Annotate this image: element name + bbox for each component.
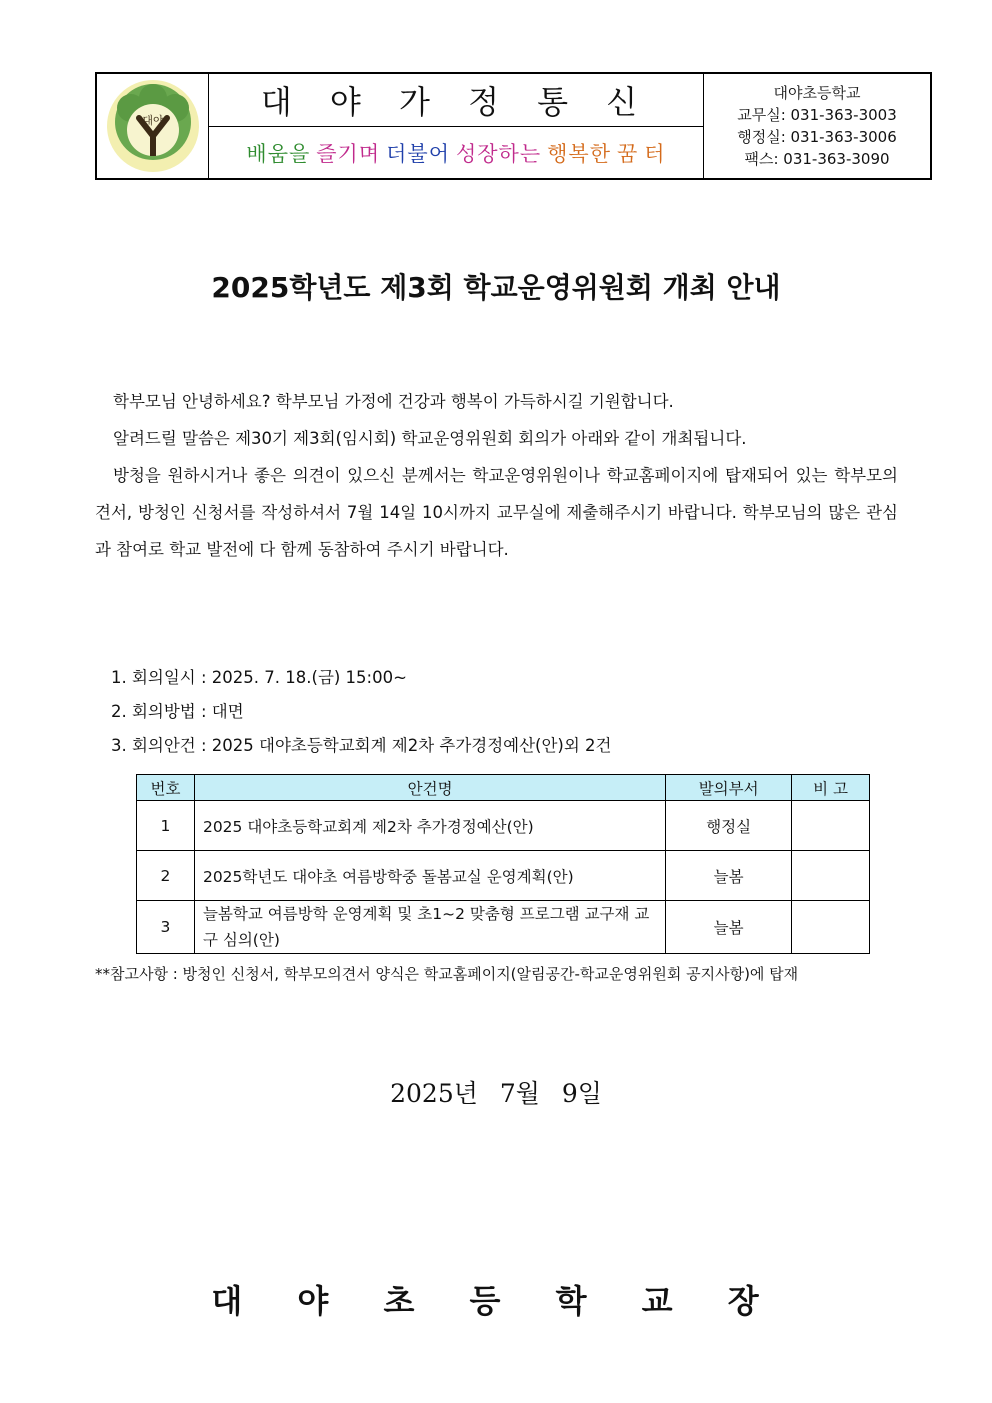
row-department: 행정실 (666, 801, 792, 851)
row-department: 늘봄 (666, 901, 792, 954)
row-department: 늘봄 (666, 851, 792, 901)
paragraph-1: 학부모님 안녕하세요? 학부모님 가정에 건강과 행복이 가득하시길 기원합니다. (113, 392, 674, 411)
row-remarks (792, 801, 870, 851)
logo-cell (97, 74, 209, 178)
motto-word: 성장하는 (455, 141, 542, 166)
table-row (137, 851, 870, 901)
row-number: 1 (137, 801, 195, 851)
newsletter-title: 대 야 가 정 통 신 (209, 74, 703, 127)
paragraph-3: 방청을 원하시거나 좋은 의견이 있으신 분께서는 학교운영위원이나 학교홈페이지에 탑재되어 있는 학부모의견서, 방청인 신청서를 작성하셔서 7월 14일 10시까지 교무실에 제출해주시기 바랍니다. 학부모님의 많은 관심과 참여로 학교 발전에 다 함께 동참하여 주시기 바랍니다. (95, 466, 898, 559)
principal-signature: 대 야 초 등 학 교 장 (211, 1282, 781, 1320)
logo-text: 대야 (141, 114, 164, 127)
row-number: 3 (137, 901, 195, 954)
school-motto (209, 127, 703, 178)
meeting-agenda: 3. 회의안건 : 2025 대야초등학교회계 제2차 추가경정예산(안)외 2건 (111, 736, 612, 755)
meeting-date: 1. 회의일시 : 2025. 7. 18.(금) 15:00~ (111, 668, 407, 687)
office-phone: 교무실: 031-363-3003 (737, 106, 897, 124)
meeting-method: 2. 회의방법 : 대면 (111, 702, 244, 721)
row-agenda-name: 2025학년도 대야초 여름방학중 돌봄교실 운영계획(안) (194, 851, 665, 901)
title-cell (209, 74, 704, 178)
header-remarks: 비 고 (792, 775, 870, 801)
issue-date: 2025년 7월 9일 (390, 1079, 602, 1108)
motto-word: 꿈 (617, 141, 639, 166)
school-tree-emblem-icon (105, 78, 201, 174)
contact-info (704, 74, 930, 178)
header-number: 번호 (137, 775, 195, 801)
table-header-row (137, 775, 870, 801)
agenda-table (136, 774, 870, 954)
table-row (137, 801, 870, 851)
motto-word: 더불어 (386, 141, 450, 166)
document-title: 2025학년도 제3회 학교운영위원회 개최 안내 (211, 271, 781, 304)
header-department: 발의부서 (666, 775, 792, 801)
motto-word: 즐기며 (316, 141, 381, 166)
reference-note: **참고사항 : 방청인 신청서, 학부모의견서 양식은 학교홈페이지(알림공간-학교운영위원회 공지사항)에 탑재 (95, 965, 799, 983)
meeting-details (111, 661, 611, 763)
row-agenda-name: 2025 대야초등학교회계 제2차 추가경정예산(안) (194, 801, 665, 851)
motto-word: 터 (644, 141, 666, 166)
paragraph-2: 알려드릴 말씀은 제30기 제3회(임시회) 학교운영위원회 회의가 아래와 같이 개최됩니다. (113, 429, 747, 448)
school-name: 대야초등학교 (773, 84, 861, 102)
motto-word: 행복한 (547, 141, 611, 166)
row-remarks (792, 851, 870, 901)
newsletter-header (95, 72, 932, 180)
header-agenda-name: 안건명 (194, 775, 665, 801)
motto-word: 배움을 (246, 141, 311, 166)
admin-phone: 행정실: 031-363-3006 (737, 128, 897, 146)
fax-number: 팩스: 031-363-3090 (744, 150, 890, 168)
table-row (137, 901, 870, 954)
row-remarks (792, 901, 870, 954)
row-agenda-name: 늘봄학교 여름방학 운영계획 및 초1~2 맞춤형 프로그램 교구재 교구 심의(안) (194, 901, 665, 954)
row-number: 2 (137, 851, 195, 901)
greeting-paragraphs (95, 383, 898, 568)
